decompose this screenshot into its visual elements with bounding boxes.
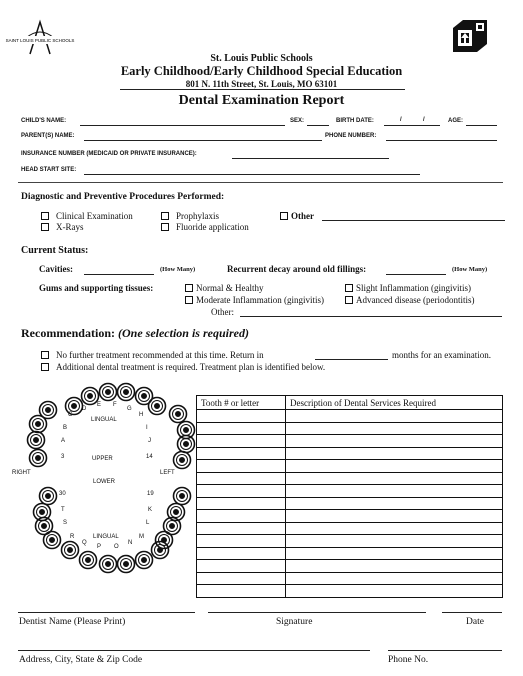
clinical-exam-label: Clinical Examination (56, 211, 133, 221)
tooth-number: 14 (146, 454, 153, 460)
chart-right: RIGHT (12, 470, 31, 476)
tooth-cell[interactable] (197, 410, 286, 423)
tooth-outline[interactable] (100, 384, 117, 401)
recurrent-decay-label: Recurrent decay around old fillings: (227, 264, 367, 274)
tooth-cell[interactable] (197, 435, 286, 448)
other-procedure-label: Other (291, 211, 314, 221)
date-field[interactable] (442, 612, 502, 613)
table-row (197, 447, 503, 460)
tooth-outline[interactable] (80, 552, 97, 569)
tooth-outline[interactable] (44, 532, 61, 549)
normal-healthy-checkbox[interactable] (185, 283, 263, 293)
parent-name-label: PARENT(S) NAME: (21, 133, 75, 139)
tooth-number: 3 (61, 454, 65, 460)
head-start-label: HEAD START SITE: (21, 167, 77, 173)
tooth-letter: B (63, 425, 68, 431)
gums-other-label: Other: (211, 307, 234, 317)
description-cell[interactable] (286, 510, 503, 523)
date-slash-2: / (423, 117, 425, 123)
table-row (197, 547, 503, 560)
tooth-letter: K (148, 507, 153, 513)
phone-no-field[interactable] (388, 650, 502, 651)
head-start-field[interactable] (84, 174, 420, 175)
tooth-cell[interactable] (197, 472, 286, 485)
chart-lingual-bottom: LINGUAL (93, 534, 119, 540)
table-header-description: Description of Dental Services Required (286, 396, 503, 410)
prophylaxis-label: Prophylaxis (176, 211, 220, 221)
no-treatment-checkbox[interactable] (41, 350, 264, 360)
table-row (197, 585, 503, 598)
description-cell[interactable] (286, 447, 503, 460)
tooth-cell[interactable] (197, 560, 286, 573)
tooth-cell[interactable] (197, 497, 286, 510)
table-row (197, 460, 503, 473)
tooth-outline[interactable] (40, 488, 57, 505)
age-label: AGE: (448, 118, 463, 124)
chart-lingual-top: LINGUAL (91, 417, 117, 423)
tooth-outline[interactable] (28, 432, 45, 449)
tooth-cell[interactable] (197, 422, 286, 435)
moderate-inflammation-checkbox[interactable] (185, 295, 324, 305)
description-cell[interactable] (286, 535, 503, 548)
tooth-outline[interactable] (174, 488, 191, 505)
current-status-heading: Current Status: (21, 245, 89, 256)
cavities-field[interactable] (84, 274, 154, 275)
slight-inflammation-label: Slight Inflammation (gingivitis) (356, 283, 471, 293)
parent-name-field[interactable] (84, 140, 322, 141)
tooth-cell[interactable] (197, 447, 286, 460)
advanced-disease-label: Advanced disease (periodontitis) (356, 295, 475, 305)
gums-other-field[interactable] (240, 316, 502, 317)
tooth-cell[interactable] (197, 572, 286, 585)
child-name-field[interactable] (80, 125, 285, 126)
address-field[interactable] (18, 650, 370, 651)
recommendation-heading (21, 326, 249, 341)
tooth-chart (12, 384, 192, 570)
tooth-cell[interactable] (197, 485, 286, 498)
chart-upper: UPPER (92, 456, 113, 462)
tooth-letter: P (97, 544, 102, 550)
page-title: Dental Examination Report (178, 93, 345, 108)
description-cell[interactable] (286, 585, 503, 598)
clinical-exam-checkbox[interactable] (41, 211, 133, 221)
description-cell[interactable] (286, 460, 503, 473)
insurance-label: INSURANCE NUMBER (MEDICAID OR PRIVATE INSURANCE): (21, 151, 197, 157)
table-row (197, 410, 503, 423)
tooth-letter: F (113, 402, 117, 408)
tooth-letter: H (139, 412, 144, 418)
svg-text:SAINT LOUIS PUBLIC SCHOOLS: SAINT LOUIS PUBLIC SCHOOLS (5, 38, 75, 43)
tooth-outline[interactable] (174, 452, 191, 469)
description-cell[interactable] (286, 497, 503, 510)
additional-treatment-label: Additional dental treatment is required. Treatment plan is identified below. (56, 362, 326, 372)
tooth-letter: T (61, 507, 65, 513)
cavities-how-many: (How Many) (160, 266, 196, 273)
date-label: Date (466, 617, 484, 627)
description-cell[interactable] (286, 522, 503, 535)
chart-left: LEFT (160, 470, 175, 476)
sex-label: SEX: (290, 118, 305, 124)
table-row (197, 572, 503, 585)
recurrent-how-many: (How Many) (452, 266, 488, 273)
phone-no-label: Phone No. (388, 655, 429, 665)
program-name: Early Childhood/Early Childhood Special Education (120, 64, 403, 78)
address-line: 801 N. 11th Street, St. Louis, MO 63101 (185, 79, 338, 89)
tooth-cell[interactable] (197, 547, 286, 560)
tooth-letter: O (114, 544, 119, 550)
tooth-outline[interactable] (30, 450, 47, 467)
description-cell[interactable] (286, 485, 503, 498)
tooth-letter: D (82, 406, 87, 412)
child-name-label: CHILD'S NAME: (21, 118, 67, 124)
tooth-outline[interactable] (100, 556, 117, 573)
tooth-outline[interactable] (30, 416, 47, 433)
tooth-letter: M (139, 534, 144, 540)
tooth-letter: I (146, 425, 148, 431)
tooth-outline[interactable] (82, 388, 99, 405)
xrays-label: X-Rays (56, 222, 84, 232)
treatment-plan-table (196, 395, 503, 598)
tooth-outline[interactable] (170, 406, 187, 423)
moderate-inflammation-label: Moderate Inflammation (gingivitis) (196, 295, 324, 305)
tooth-letter: E (97, 402, 102, 408)
advanced-disease-checkbox[interactable] (345, 295, 474, 305)
description-cell[interactable] (286, 547, 503, 560)
tooth-letter: J (148, 438, 151, 444)
tooth-cell[interactable] (197, 535, 286, 548)
table-row (197, 422, 503, 435)
return-months-field[interactable] (315, 359, 388, 360)
table-row (197, 510, 503, 523)
tooth-number: 30 (59, 491, 66, 497)
address-label: Address, City, State & Zip Code (19, 655, 143, 665)
table-row (197, 485, 503, 498)
sex-field[interactable] (307, 125, 329, 126)
blocks-icon (449, 14, 491, 56)
table-row (197, 560, 503, 573)
insurance-field[interactable] (232, 158, 389, 159)
xrays-checkbox[interactable] (41, 222, 84, 232)
tooth-letter: S (63, 520, 68, 526)
other-procedure-field[interactable] (322, 220, 505, 221)
chart-lower: LOWER (93, 479, 116, 485)
diagnostic-heading: Diagnostic and Preventive Procedures Performed: (21, 192, 225, 202)
normal-healthy-label: Normal & Healthy (196, 283, 264, 293)
table-header-tooth: Tooth # or letter (197, 396, 286, 410)
recommendation-label: Recommendation: (21, 326, 115, 340)
tooth-number: 19 (147, 491, 154, 497)
tooth-cell[interactable] (197, 510, 286, 523)
school-logo (5, 16, 75, 58)
tooth-outline[interactable] (156, 532, 173, 549)
phone-field[interactable] (386, 140, 497, 141)
tooth-cell[interactable] (197, 585, 286, 598)
tooth-outline[interactable] (149, 398, 166, 415)
signature-field[interactable] (208, 612, 426, 613)
table-row (197, 435, 503, 448)
birth-date-field[interactable] (384, 125, 440, 126)
tooth-letter: G (127, 406, 132, 412)
description-cell[interactable] (286, 435, 503, 448)
no-treatment-label: No further treatment recommended at this time. Return in (56, 350, 264, 360)
table-row (197, 497, 503, 510)
months-label: months for an examination. (392, 350, 491, 360)
slight-inflammation-checkbox[interactable] (345, 283, 471, 293)
date-slash-1: / (400, 117, 402, 123)
tooth-outline[interactable] (136, 552, 153, 569)
tooth-cell[interactable] (197, 460, 286, 473)
tooth-letter: L (146, 520, 150, 526)
description-cell[interactable] (286, 472, 503, 485)
phone-label: PHONE NUMBER: (325, 133, 377, 139)
recommendation-required: (One selection is required) (117, 326, 249, 340)
recurrent-decay-field[interactable] (386, 274, 446, 275)
signature-label: Signature (276, 617, 313, 627)
fluoride-checkbox[interactable] (161, 222, 249, 232)
tooth-letter: C (68, 412, 73, 418)
description-cell[interactable] (286, 410, 503, 423)
description-cell[interactable] (286, 422, 503, 435)
tooth-outline[interactable] (118, 384, 135, 401)
tooth-letter: R (70, 534, 75, 540)
tooth-letter: A (61, 438, 66, 444)
tooth-letter: Q (82, 540, 87, 546)
prophylaxis-checkbox[interactable] (161, 211, 219, 221)
description-cell[interactable] (286, 560, 503, 573)
table-row (197, 535, 503, 548)
tooth-outline[interactable] (62, 542, 79, 559)
org-name: St. Louis Public Schools (210, 53, 313, 64)
gums-label: Gums and supporting tissues: (39, 283, 154, 293)
tooth-letter: N (128, 540, 133, 546)
age-field[interactable] (466, 125, 497, 126)
table-row (197, 522, 503, 535)
other-procedure-checkbox[interactable] (280, 211, 314, 221)
dentist-name-label: Dentist Name (Please Print) (19, 617, 126, 627)
table-row (197, 472, 503, 485)
tooth-outline[interactable] (118, 556, 135, 573)
tooth-outline[interactable] (178, 436, 195, 453)
fluoride-label: Fluoride application (176, 222, 249, 232)
additional-treatment-checkbox[interactable] (41, 362, 325, 372)
dentist-name-field[interactable] (18, 612, 195, 613)
tooth-cell[interactable] (197, 522, 286, 535)
birth-date-label: BIRTH DATE: (336, 118, 374, 124)
cavities-label: Cavities: (39, 264, 73, 274)
description-cell[interactable] (286, 572, 503, 585)
